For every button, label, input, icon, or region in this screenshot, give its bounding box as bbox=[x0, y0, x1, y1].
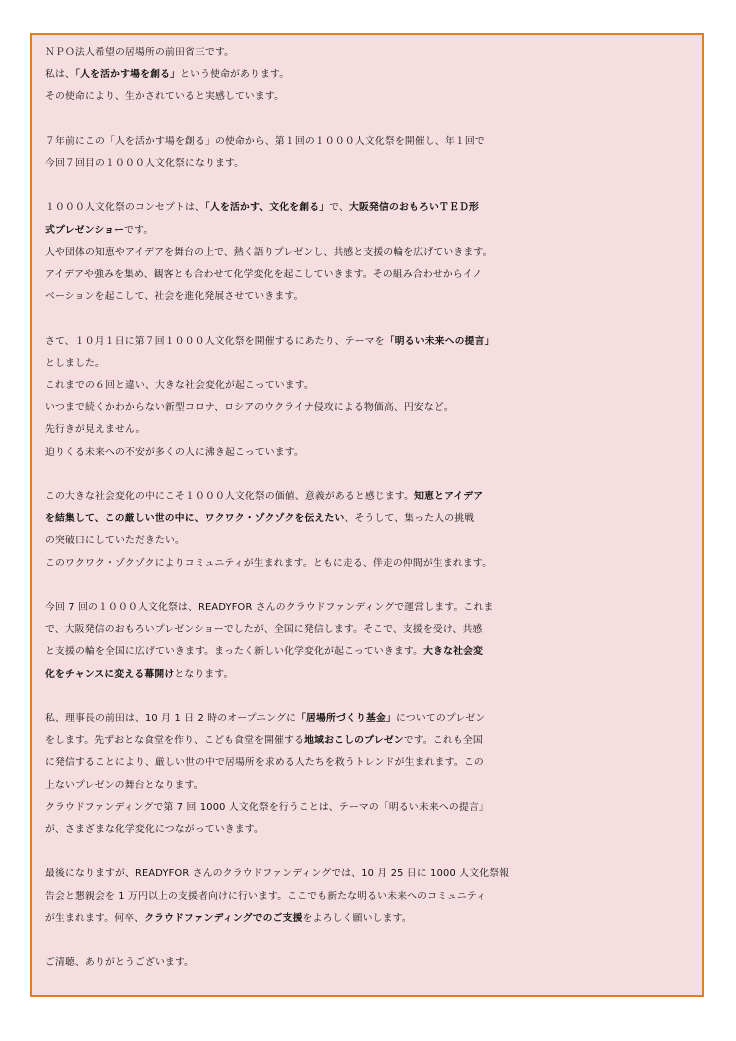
text-run: をよろしく願いします。 bbox=[302, 912, 412, 924]
bold-phrase: 「人を活かす、文化を創る」 bbox=[204, 202, 330, 214]
text-line bbox=[45, 730, 695, 752]
text-line: ベーションを起こして、社会を進化発展させていきます。 bbox=[45, 291, 304, 303]
bold-phrase: 式プレゼンショー bbox=[45, 224, 125, 236]
bold-phrase: 「居場所づくり基金」 bbox=[296, 713, 397, 724]
text-line: ７年前にこの「人を活かす場を創る」の使命から、第１回の１０００人文化祭を開催し、年１回で bbox=[45, 135, 485, 147]
paragraph-crowdfunding bbox=[45, 597, 695, 686]
text-run: この大きな社会変化の中にこそ１０００人文化祭の価値、意義があると感じます。 bbox=[45, 491, 415, 502]
text-line: アイデアや強みを集め、観客とも合わせて化学変化を起こしていきます。その組み合わせからイノ bbox=[45, 269, 483, 280]
text-line: 上ないプレゼンの舞台となります。 bbox=[45, 779, 204, 791]
text-run: です。これも全国 bbox=[403, 735, 483, 747]
text-line: 今回７回目の１０００人文化祭になります。 bbox=[45, 158, 245, 169]
text-run: となります。 bbox=[174, 668, 234, 680]
paragraph-value bbox=[45, 486, 695, 575]
letter-body bbox=[45, 42, 695, 997]
bold-phrase: 大阪発信のおもろいＴＥＤ形 bbox=[349, 202, 480, 214]
paragraph-closing bbox=[45, 863, 695, 930]
text-line bbox=[45, 664, 695, 686]
text-run: 私は、 bbox=[45, 69, 75, 81]
text-line: としました。 bbox=[45, 357, 105, 369]
paragraph-presentation bbox=[45, 708, 695, 841]
text-line: これまでの６回と違い、大きな社会変化が起こっています。 bbox=[45, 380, 314, 391]
bold-phrase: 「明るい未来への提言」 bbox=[384, 335, 495, 347]
bold-phrase: 大きな社会変 bbox=[423, 646, 484, 658]
text-line: 今回 7 回の１０００人文化祭は、READYFOR さんのクラウドファンディングで運営します。これま bbox=[45, 602, 494, 613]
text-line bbox=[45, 331, 695, 353]
text-run: が生まれます。何卒、 bbox=[45, 912, 145, 924]
text-run: です。 bbox=[124, 224, 154, 236]
text-line: 告会と懇親会を 1 万円以上の支援者向けに行います。ここでも新たな明るい未来へのコミュニティ bbox=[45, 890, 487, 902]
text-line: に発信することにより、厳しい世の中で居場所を求める人たちを救うトレンドが生まれます。この bbox=[45, 757, 484, 769]
text-line bbox=[45, 708, 695, 730]
text-line bbox=[45, 908, 695, 930]
text-line: いつまで続くかわからない新型コロナ、ロシアのウクライナ侵攻による物価高、円安など。 bbox=[45, 402, 454, 414]
text-run: で、 bbox=[329, 202, 350, 214]
bold-phrase: 地域おこしのプレゼン bbox=[304, 735, 404, 747]
text-line bbox=[45, 508, 695, 530]
text-line: このワクワク・ゾクゾクによりコミュニティが生まれます。ともに走る、伴走の仲間が生まれます。 bbox=[45, 557, 493, 569]
text-run: １０００人文化祭のコンセプトは、 bbox=[45, 202, 205, 214]
text-line bbox=[45, 641, 695, 663]
paragraph-thanks bbox=[45, 952, 695, 974]
text-run: という使命があります。 bbox=[180, 69, 290, 81]
bold-phrase: 化をチャンスに変える幕開け bbox=[45, 668, 175, 680]
text-run: についてのプレゼン bbox=[396, 713, 486, 724]
paragraph-concept bbox=[45, 197, 695, 308]
paragraph-history bbox=[45, 131, 695, 175]
text-run: をします。先ずおとな食堂を作り、こども食堂を開催する bbox=[45, 735, 305, 747]
bold-phrase: を結集して、この厳しい世の中に、ワクワク・ゾクゾクを伝えたい bbox=[45, 513, 345, 525]
text-line bbox=[45, 486, 695, 508]
bold-phrase: クラウドファンディングでのご支援 bbox=[144, 912, 303, 924]
text-line: ＮＰＯ法人希望の居場所の前田省三です。 bbox=[45, 47, 235, 58]
paragraph-intro bbox=[45, 42, 695, 109]
text-line: 迫りくる未来への不安が多くの人に沸き起こっています。 bbox=[45, 446, 304, 458]
text-line: その使命により、生かされていると実感しています。 bbox=[45, 91, 285, 103]
text-line: 先行きが見えません。 bbox=[45, 424, 146, 436]
text-line: クラウドファンディングで第 7 回 1000 人文化祭を行うことは、テーマの「明るい未来への提言」 bbox=[45, 801, 489, 813]
text-line bbox=[45, 220, 695, 242]
text-run: 、そうして、集った人の挑戦 bbox=[344, 513, 475, 525]
paragraph-theme bbox=[45, 331, 695, 464]
text-line: 最後になりますが、READYFOR さんのクラウドファンディングでは、10 月 25 日に 1000 人文化祭報 bbox=[45, 868, 510, 880]
bold-phrase: 「人を活かす場を創る」 bbox=[75, 69, 181, 81]
text-run: 私、理事長の前田は、10 月 1 日 2 時のオープニングに bbox=[45, 713, 297, 724]
text-line: で、大阪発信のおもろいプレゼンショーでしたが、全国に発信します。そこで、支援を受け、共感 bbox=[45, 624, 483, 636]
text-run: さて、１０月１日に第７回１０００人文化祭を開催するにあたり、テーマを bbox=[45, 335, 385, 347]
text-line: が、さまざまな化学変化につながっていきます。 bbox=[45, 824, 264, 836]
bold-phrase: 知恵とアイデア bbox=[414, 491, 484, 502]
text-line: の突破口にしていただきたい。 bbox=[45, 535, 185, 547]
text-line: ご清聴、ありがとうございます。 bbox=[45, 957, 195, 969]
text-line bbox=[45, 197, 695, 219]
text-line: 人や団体の知恵やアイデアを舞台の上で、熱く語りプレゼンし、共感と支援の輪を広げていきます。 bbox=[45, 246, 493, 258]
text-line bbox=[45, 64, 695, 86]
text-run: と支援の輪を全国に広げていきます。まったく新しい化学変化が起こっていきます。 bbox=[45, 646, 424, 658]
